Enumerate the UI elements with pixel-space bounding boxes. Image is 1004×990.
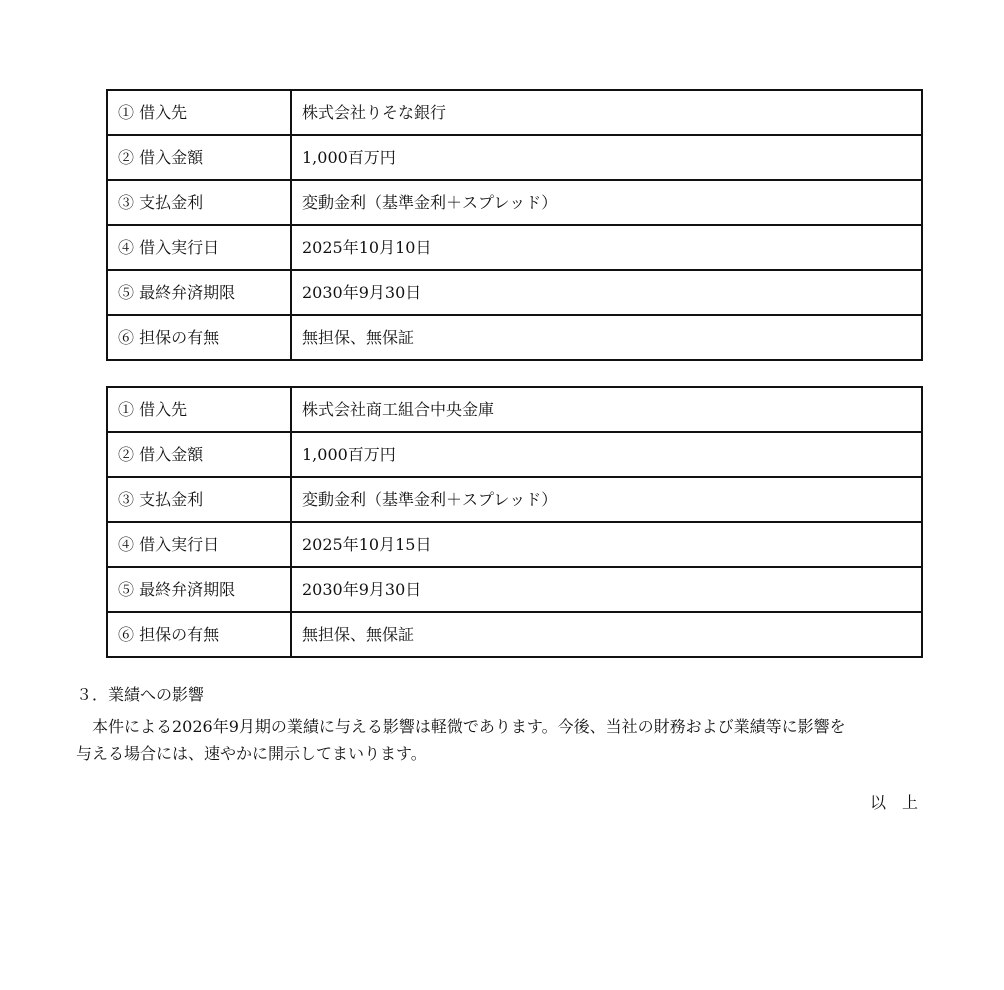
row-value: 株式会社商工組合中央金庫: [291, 387, 922, 432]
row-value: 株式会社りそな銀行: [291, 90, 922, 135]
row-value: 2025年10月10日: [291, 225, 922, 270]
row-value: 1,000百万円: [291, 135, 922, 180]
row-value: 無担保、無保証: [291, 315, 922, 360]
closing-mark: 以上: [869, 793, 934, 812]
row-label: ① 借入先: [107, 90, 291, 135]
row-label: ④ 借入実行日: [107, 225, 291, 270]
table-row-collateral: [107, 612, 922, 657]
table-row-lender: [107, 387, 922, 432]
row-value: 2025年10月15日: [291, 522, 922, 567]
table-row-lender: [107, 90, 922, 135]
loan-table-resona: [106, 89, 923, 361]
row-label: ① 借入先: [107, 387, 291, 432]
row-label: ⑥ 担保の有無: [107, 315, 291, 360]
table-row-amount: [107, 135, 922, 180]
row-value: 2030年9月30日: [291, 567, 922, 612]
row-label: ⑤ 最終弁済期限: [107, 567, 291, 612]
row-value: 2030年9月30日: [291, 270, 922, 315]
row-label: ② 借入金額: [107, 135, 291, 180]
table-row-execution-date: [107, 225, 922, 270]
row-label: ⑤ 最終弁済期限: [107, 270, 291, 315]
table-row-interest: [107, 180, 922, 225]
section-body: [76, 713, 936, 767]
table-row-execution-date: [107, 522, 922, 567]
loan-table-shokochukin: [106, 386, 923, 658]
table-row-interest: [107, 477, 922, 522]
table-row-final-repayment: [107, 270, 922, 315]
body-line-2: 与える場合には、速やかに開示してまいります。: [76, 744, 427, 763]
row-value: 変動金利（基準金利＋スプレッド）: [291, 477, 922, 522]
table-row-collateral: [107, 315, 922, 360]
row-label: ③ 支払金利: [107, 477, 291, 522]
row-value: 無担保、無保証: [291, 612, 922, 657]
body-line-1: 本件による2026年9月期の業績に与える影響は軽微であります。今後、当社の財務および業績等に影響を: [92, 717, 846, 736]
table-row-final-repayment: [107, 567, 922, 612]
row-label: ② 借入金額: [107, 432, 291, 477]
row-label: ⑥ 担保の有無: [107, 612, 291, 657]
table-row-amount: [107, 432, 922, 477]
row-value: 1,000百万円: [291, 432, 922, 477]
row-value: 変動金利（基準金利＋スプレッド）: [291, 180, 922, 225]
section-heading: ３．業績への影響: [76, 685, 205, 704]
row-label: ③ 支払金利: [107, 180, 291, 225]
row-label: ④ 借入実行日: [107, 522, 291, 567]
